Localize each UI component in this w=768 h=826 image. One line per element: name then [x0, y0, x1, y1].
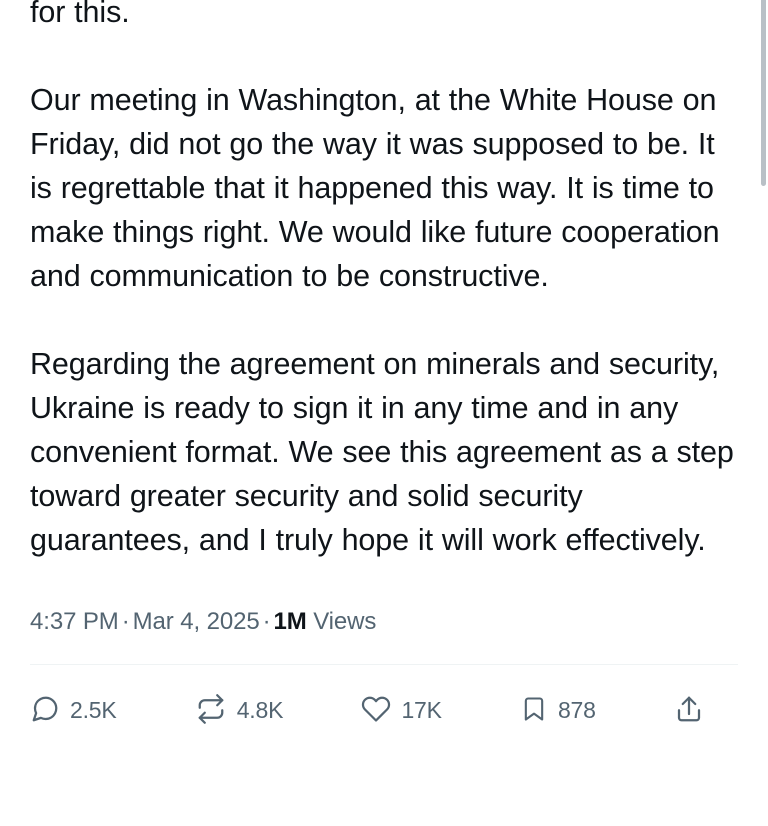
reply-icon	[30, 694, 60, 724]
views-label[interactable]: Views	[313, 608, 377, 635]
tweet-paragraph: Our meeting in Washington, at the White House on Friday, did not go the way it was supposed to be. It is regrettable that it happened this way. It is time to make things right. We would like future cooperation and communication to be constructive.	[30, 83, 720, 293]
tweet-paragraph: Regarding the agreement on minerals and security, Ukraine is ready to sign it in any time and in any convenient format. We see this agreement as a step toward greater security and solid security guarantees, and I truly hope it will work effectively.	[30, 347, 734, 557]
tweet-action-bar	[30, 665, 738, 753]
repost-icon	[195, 694, 227, 724]
tweet-text-body	[30, 0, 738, 562]
reply-count: 2.5K	[70, 696, 117, 723]
tweet-time: 4:37 PM	[30, 608, 119, 635]
tweet-paragraph: for this.	[30, 0, 130, 29]
bookmark-icon	[520, 694, 548, 724]
like-count: 17K	[401, 696, 442, 723]
repost-count: 4.8K	[236, 696, 284, 723]
like-button[interactable]	[361, 694, 441, 724]
repost-button[interactable]	[195, 694, 284, 724]
scrollbar[interactable]	[760, 0, 768, 816]
scrollbar-thumb[interactable]	[761, 0, 766, 186]
heart-icon	[361, 694, 391, 724]
views-count[interactable]: 1M	[273, 608, 307, 635]
metadata-separator: ·	[262, 608, 271, 635]
share-button[interactable]	[674, 694, 714, 724]
reply-button[interactable]	[30, 694, 117, 724]
tweet-date: Mar 4, 2025	[132, 608, 260, 635]
bookmark-button[interactable]	[520, 694, 596, 724]
tweet-metadata	[30, 606, 738, 638]
metadata-separator: ·	[121, 608, 130, 635]
share-icon	[674, 694, 704, 724]
bookmark-count: 878	[557, 696, 596, 723]
